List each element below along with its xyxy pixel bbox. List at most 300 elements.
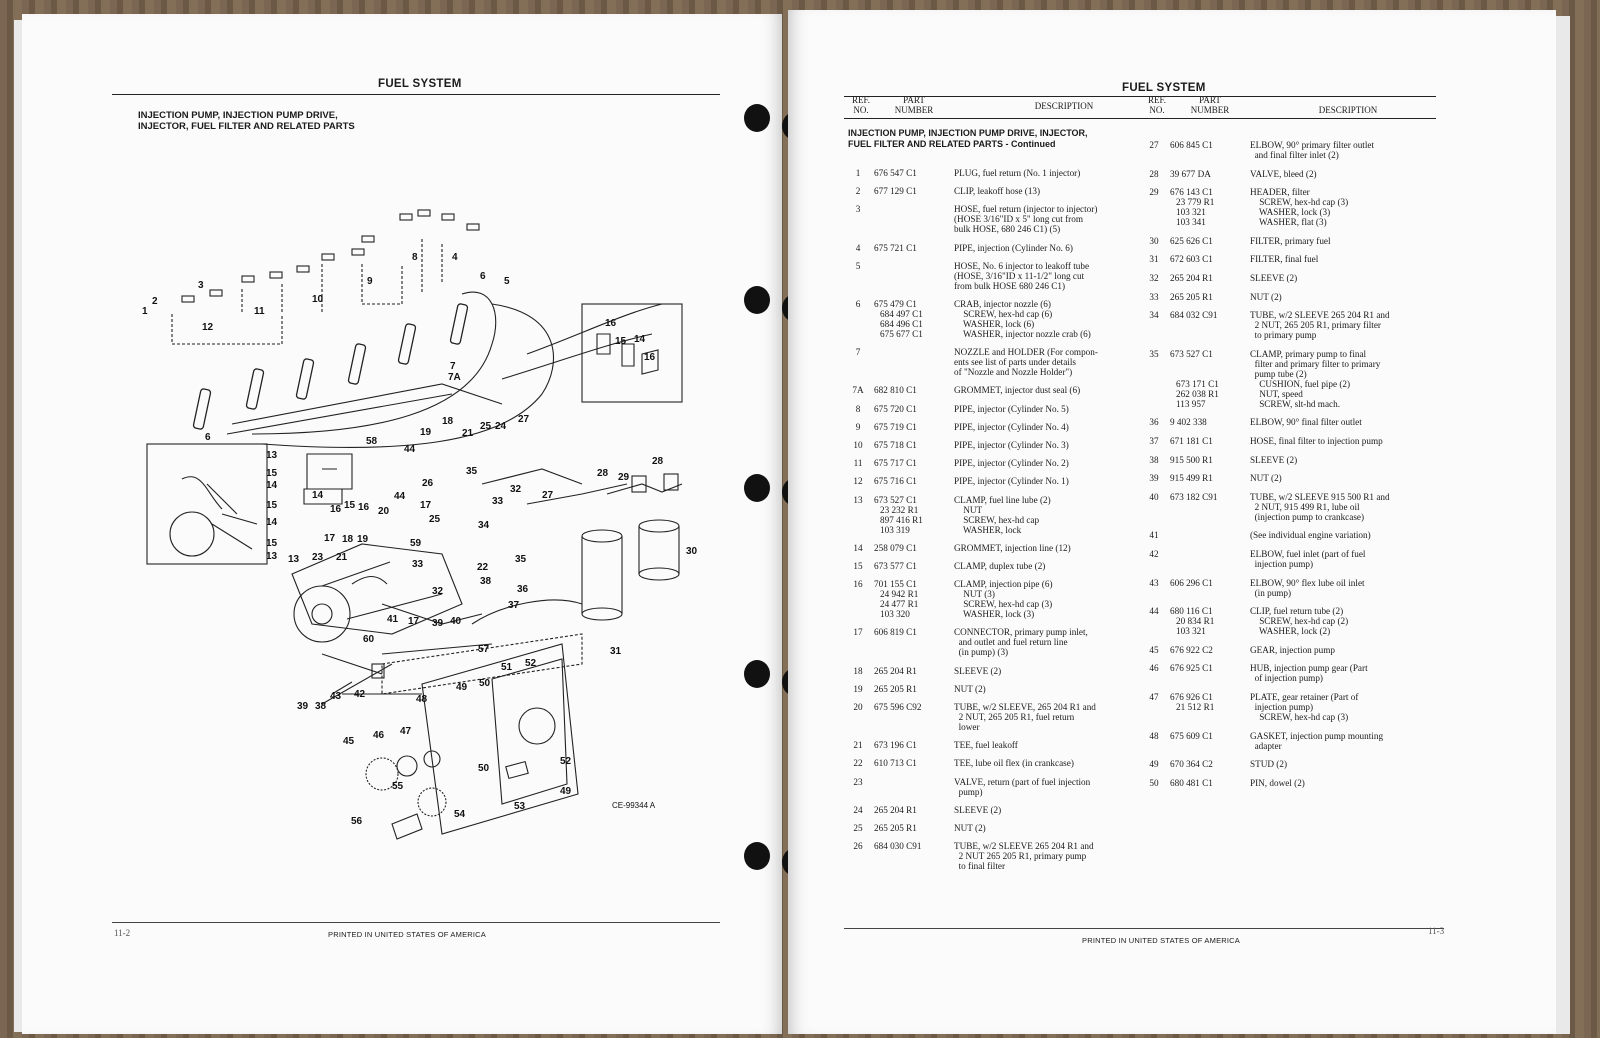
part-ref-no: 24 — [853, 804, 863, 815]
svg-text:12: 12 — [202, 322, 214, 333]
part-description — [954, 385, 1080, 395]
part-ref-no: 19 — [853, 683, 863, 694]
svg-text:24: 24 — [495, 421, 507, 432]
part-number — [874, 627, 946, 637]
part-ref-no: 44 — [1149, 606, 1159, 617]
part-ref-no: 31 — [1149, 254, 1159, 265]
part-number-line: 676 925 C1 — [1170, 663, 1213, 674]
part-description-line: SCREW, hex-hd cap (3) — [954, 599, 1053, 610]
part-row — [1140, 731, 1440, 751]
svg-text:41: 41 — [387, 614, 399, 625]
svg-text:52: 52 — [560, 756, 572, 767]
svg-text:32: 32 — [510, 484, 522, 495]
part-number — [874, 404, 946, 414]
part-description — [1250, 578, 1365, 598]
svg-text:7A: 7A — [448, 372, 461, 383]
part-description-line: SCREW, hex-hd cap (6) — [954, 309, 1053, 319]
part-description — [1250, 663, 1368, 683]
punch-hole — [744, 104, 770, 132]
svg-text:56: 56 — [351, 816, 363, 827]
part-ref-no: 33 — [1149, 291, 1159, 302]
svg-text:48: 48 — [416, 694, 428, 705]
part-number-line: 673 577 C1 — [874, 561, 917, 571]
part-row — [1140, 692, 1440, 722]
part-number-line: 675 718 C1 — [874, 440, 917, 450]
part-number — [1170, 187, 1242, 227]
part-ref-no: 4 — [855, 242, 861, 253]
part-description-line: HUB, injection pump gear (Part — [1250, 663, 1368, 674]
svg-text:31: 31 — [610, 646, 622, 657]
part-number-line: 671 181 C1 — [1170, 436, 1213, 446]
svg-text:21: 21 — [462, 428, 474, 439]
part-description — [1250, 140, 1374, 160]
right-section-title: INJECTION PUMP, INJECTION PUMP DRIVE, INJECTOR, FUEL FILTER AND RELATED PARTS - Continued — [848, 128, 1088, 149]
svg-text:5: 5 — [504, 276, 510, 287]
part-row — [844, 702, 1144, 732]
part-description-line: GROMMET, injection line (12) — [954, 542, 1071, 553]
part-row — [844, 347, 1144, 377]
part-ref-no: 8 — [855, 403, 861, 414]
part-row — [844, 385, 1144, 395]
svg-text:14: 14 — [312, 490, 324, 501]
svg-text:58: 58 — [366, 436, 378, 447]
part-description-line: to final filter — [954, 861, 1006, 872]
part-number — [1170, 349, 1242, 409]
part-ref-no: 12 — [853, 476, 863, 487]
svg-text:14: 14 — [266, 517, 278, 528]
part-description-line: injection pump) — [1250, 702, 1314, 712]
svg-text:35: 35 — [466, 466, 478, 477]
part-number-line: 20 834 R1 — [1176, 616, 1215, 627]
part-ref-no: 25 — [853, 823, 863, 833]
part-description — [954, 204, 1097, 234]
svg-text:14: 14 — [634, 334, 646, 345]
svg-text:11: 11 — [254, 306, 265, 317]
part-row — [844, 823, 1144, 833]
svg-text:47: 47 — [400, 726, 412, 737]
part-ref-no: 9 — [855, 421, 861, 432]
right-page-number: 11-3 — [1428, 926, 1445, 936]
part-ref-no: 1 — [855, 168, 861, 178]
svg-text:20: 20 — [378, 506, 390, 517]
part-description-line: VALVE, bleed (2) — [1250, 168, 1317, 179]
part-ref-no: 37 — [1149, 436, 1159, 446]
svg-text:38: 38 — [480, 576, 492, 587]
part-number — [1170, 292, 1242, 302]
part-row — [844, 579, 1144, 619]
svg-text:49: 49 — [560, 786, 572, 797]
part-description-line: CLAMP, duplex tube (2) — [954, 561, 1046, 571]
part-description-line: PIPE, injector (Cylinder No. 3) — [954, 440, 1069, 450]
part-description — [954, 684, 986, 694]
part-description-line: SLEEVE (2) — [1250, 273, 1298, 283]
part-number-line: 23 232 R1 — [880, 504, 919, 515]
part-number-line: 684 030 C91 — [874, 841, 922, 852]
part-ref-no: 18 — [853, 665, 863, 676]
part-ref-no: 38 — [1149, 454, 1159, 465]
part-description — [954, 440, 1069, 450]
part-number-line: 258 079 C1 — [874, 542, 917, 553]
part-number-line: 262 038 R1 — [1176, 388, 1219, 399]
part-ref-no: 41 — [1149, 530, 1159, 541]
svg-text:13: 13 — [266, 450, 278, 461]
svg-text:19: 19 — [420, 427, 432, 438]
part-description-line: NUT (2) — [954, 823, 986, 833]
part-description-line: WASHER, lock — [954, 524, 1022, 535]
part-number — [874, 702, 946, 712]
part-ref-no: 15 — [853, 561, 863, 571]
part-description-line: WASHER, lock (6) — [954, 319, 1035, 329]
part-number-line: 24 477 R1 — [880, 599, 919, 610]
part-number — [1170, 692, 1242, 712]
part-description — [954, 823, 986, 833]
punch-hole — [744, 660, 770, 688]
part-description-line: pump) — [954, 786, 983, 797]
part-ref-no: 29 — [1149, 187, 1159, 198]
svg-text:22: 22 — [477, 562, 489, 573]
part-description-line: NOZZLE and HOLDER (For compon- — [954, 347, 1098, 358]
part-number-line: 676 143 C1 — [1170, 187, 1213, 198]
part-number-line — [1170, 359, 1242, 369]
part-ref-no: 3 — [855, 204, 861, 215]
part-description-line: HOSE, final filter to injection pump — [1250, 436, 1383, 446]
part-number-line: 625 626 C1 — [1170, 235, 1213, 246]
part-description-line: ELBOW, fuel inlet (part of fuel — [1250, 549, 1366, 559]
svg-text:23: 23 — [312, 552, 324, 563]
part-number-line: 103 320 — [880, 609, 910, 620]
part-description — [954, 805, 1001, 815]
part-number — [874, 841, 946, 851]
part-description — [954, 777, 1090, 797]
part-description-line: NUT (2) — [1250, 473, 1282, 484]
part-description — [1250, 731, 1383, 751]
part-number-line: 103 321 — [1176, 207, 1206, 218]
part-ref-no: 27 — [1149, 140, 1159, 150]
part-ref-no: 26 — [853, 841, 863, 852]
svg-text:37: 37 — [508, 600, 520, 611]
part-description-line: and final filter inlet (2) — [1250, 150, 1339, 160]
part-row — [844, 458, 1144, 468]
part-description-line: PLUG, fuel return (No. 1 injector) — [954, 168, 1081, 178]
part-description-line: TUBE, w/2 SLEEVE 265 204 R1 and — [1250, 310, 1390, 321]
part-number-line: 39 677 DA — [1170, 168, 1211, 179]
part-number-line: 675 479 C1 — [874, 299, 917, 309]
part-ref-no: 6 — [855, 299, 861, 309]
left-page-header: FUEL SYSTEM — [378, 78, 462, 90]
part-description — [954, 168, 1080, 178]
part-number-line: 103 341 — [1176, 217, 1206, 228]
part-row — [1140, 578, 1440, 598]
part-row — [844, 666, 1144, 676]
svg-text:17: 17 — [408, 616, 420, 627]
part-description-line: CLIP, fuel return tube (2) — [1250, 606, 1344, 617]
svg-text:39: 39 — [432, 618, 444, 629]
part-row — [844, 422, 1144, 432]
svg-text:57: 57 — [478, 644, 490, 655]
part-number — [1170, 663, 1242, 673]
part-description-line: TEE, lube oil flex (in crankcase) — [954, 758, 1074, 769]
part-number-line: 680 481 C1 — [1170, 777, 1213, 788]
part-number — [874, 666, 946, 676]
part-row — [1140, 492, 1440, 522]
part-description-line: ELBOW, 90° flex lube oil inlet — [1250, 577, 1365, 588]
part-description-line: CUSHION, fuel pipe (2) — [1250, 378, 1351, 389]
left-page — [22, 14, 782, 1034]
part-description-line: CONNECTOR, primary pump inlet, — [954, 627, 1088, 638]
part-ref-no: 23 — [853, 776, 863, 787]
part-description-line: WASHER, lock (3) — [954, 609, 1035, 620]
part-description-line: to primary pump — [1250, 330, 1317, 341]
part-row — [844, 168, 1144, 178]
part-description-line: SCREW, hex-hd cap (3) — [1250, 197, 1349, 208]
svg-text:45: 45 — [343, 736, 355, 747]
part-description-line: CLAMP, injection pipe (6) — [954, 579, 1053, 590]
part-description-line: FILTER, final fuel — [1250, 254, 1319, 265]
part-number — [874, 805, 946, 815]
part-description — [1250, 759, 1287, 769]
part-row — [1140, 273, 1440, 283]
part-ref-no: 42 — [1149, 549, 1159, 559]
part-description-line: of injection pump) — [1250, 673, 1323, 684]
svg-text:15: 15 — [344, 500, 356, 511]
part-row — [1140, 417, 1440, 427]
part-number-line: 265 205 R1 — [874, 683, 917, 694]
part-ref-no: 34 — [1149, 310, 1159, 321]
part-row — [1140, 549, 1440, 569]
part-ref-no: 47 — [1149, 692, 1159, 702]
part-description — [954, 186, 1040, 196]
part-number — [874, 476, 946, 486]
part-ref-no: 20 — [853, 702, 863, 712]
part-number-line: 606 819 C1 — [874, 627, 917, 638]
part-number — [874, 561, 946, 571]
part-number-line: 24 942 R1 — [880, 589, 919, 600]
svg-text:15: 15 — [266, 468, 278, 479]
part-row — [844, 476, 1144, 486]
part-number-line: 9 402 338 — [1170, 417, 1207, 428]
part-number — [874, 823, 946, 833]
part-number-line: 265 204 R1 — [874, 804, 917, 815]
part-description-line: TUBE, w/2 SLEEVE 265 204 R1 and — [954, 841, 1094, 852]
part-description — [954, 422, 1069, 432]
part-row — [1140, 663, 1440, 683]
part-ref-no: 30 — [1149, 235, 1159, 246]
part-ref-no: 39 — [1149, 473, 1159, 484]
part-number-line: 606 845 C1 — [1170, 140, 1213, 150]
svg-text:15: 15 — [266, 538, 278, 549]
part-description — [1250, 169, 1317, 179]
punch-hole — [744, 842, 770, 870]
part-description — [954, 740, 1018, 750]
part-ref-no: 11 — [853, 458, 863, 469]
svg-text:33: 33 — [492, 496, 504, 507]
col-header-ref-no-1: REF. NO. — [851, 95, 871, 115]
part-description — [1250, 778, 1305, 788]
right-page-header: FUEL SYSTEM — [1122, 82, 1206, 94]
part-ref-no: 17 — [853, 627, 863, 638]
part-description-line: (in pump) (3) — [954, 647, 1009, 658]
part-description — [954, 841, 1094, 871]
part-description-line: HEADER, filter — [1250, 187, 1310, 198]
right-header-rule-bottom — [844, 118, 1436, 119]
left-section-title: INJECTION PUMP, INJECTION PUMP DRIVE, INJECTOR, FUEL FILTER AND RELATED PARTS — [138, 110, 355, 132]
part-description — [1250, 310, 1390, 340]
part-description — [1250, 417, 1362, 427]
col-header-part-number-2: PART NUMBER — [1190, 95, 1230, 115]
part-number — [1170, 455, 1242, 465]
part-description-line: PIPE, injector (Cylinder No. 2) — [954, 458, 1069, 469]
svg-text:52: 52 — [525, 658, 537, 669]
part-description-line: PIPE, injector (Cylinder No. 5) — [954, 403, 1069, 414]
part-description-line: (HOSE 3/16"ID x 5" long cut from — [954, 214, 1083, 225]
svg-text:27: 27 — [518, 414, 530, 425]
svg-text:59: 59 — [410, 538, 422, 549]
left-footer-print: PRINTED IN UNITED STATES OF AMERICA — [328, 930, 486, 939]
part-row — [1140, 310, 1440, 340]
part-description-line: pump tube (2) — [1250, 368, 1307, 379]
part-row — [844, 561, 1144, 571]
part-row — [844, 627, 1144, 657]
left-footer-rule — [112, 922, 720, 923]
part-number-line: 675 721 C1 — [874, 242, 917, 253]
svg-text:7: 7 — [450, 361, 456, 372]
part-ref-no: 50 — [1149, 777, 1159, 788]
right-page — [788, 10, 1556, 1034]
part-row — [1140, 349, 1440, 409]
part-description-line: adapter — [1250, 740, 1282, 751]
part-number — [874, 579, 946, 619]
part-description-line: WASHER, injector nozzle crab (6) — [954, 329, 1091, 339]
part-ref-no: 7 — [855, 347, 861, 358]
part-number-line: 897 416 R1 — [880, 514, 923, 525]
part-description-line: WASHER, lock (2) — [1250, 626, 1331, 637]
part-description-line: GROMMET, injector dust seal (6) — [954, 385, 1081, 396]
part-number-line: 675 717 C1 — [874, 458, 917, 469]
part-number-line: 675 609 C1 — [1170, 730, 1213, 741]
svg-text:16: 16 — [644, 352, 656, 363]
part-number-line: 915 499 R1 — [1170, 473, 1213, 484]
right-footer-rule — [844, 928, 1444, 929]
part-description-line: HOSE, fuel return (injector to injector) — [954, 204, 1098, 215]
svg-text:17: 17 — [324, 533, 336, 544]
svg-text:4: 4 — [452, 252, 458, 263]
part-number-line: 23 779 R1 — [1176, 197, 1215, 208]
part-description-line: (See individual engine variation) — [1250, 530, 1371, 541]
part-description — [954, 261, 1089, 291]
svg-text:55: 55 — [392, 781, 404, 792]
part-number-line: 915 500 R1 — [1170, 454, 1213, 465]
svg-text:36: 36 — [517, 584, 529, 595]
part-number-line: 684 497 C1 — [880, 309, 923, 319]
part-number-line: 676 926 C1 — [1170, 692, 1213, 702]
part-description — [1250, 349, 1380, 409]
part-description — [954, 243, 1073, 253]
part-description — [954, 543, 1071, 553]
part-row — [844, 243, 1144, 253]
part-number — [1170, 273, 1242, 283]
svg-text:34: 34 — [478, 520, 490, 531]
part-number-line: 673 527 C1 — [1170, 348, 1213, 359]
part-number — [874, 385, 946, 395]
part-description-line: SCREW, hex-hd cap (2) — [1250, 616, 1349, 627]
svg-text:25: 25 — [429, 514, 441, 525]
part-ref-no: 10 — [853, 440, 863, 450]
svg-text:CE-99344 A: CE-99344 A — [612, 801, 656, 810]
part-ref-no: 28 — [1149, 168, 1159, 179]
svg-text:19: 19 — [357, 534, 369, 545]
part-description-line: TUBE, w/2 SLEEVE, 265 204 R1 and — [954, 702, 1096, 712]
punch-hole — [744, 286, 770, 314]
part-row — [1140, 254, 1440, 264]
part-description-line: CRAB, injector nozzle (6) — [954, 299, 1051, 309]
part-ref-no: 22 — [853, 758, 863, 769]
svg-text:16: 16 — [605, 318, 617, 329]
svg-text:26: 26 — [422, 478, 434, 489]
svg-text:8: 8 — [412, 252, 418, 263]
part-description — [954, 495, 1051, 535]
svg-text:13: 13 — [266, 551, 278, 562]
part-description-line: SLEEVE (2) — [1250, 454, 1298, 465]
svg-text:32: 32 — [432, 586, 444, 597]
part-row — [844, 186, 1144, 196]
part-description-line: SLEEVE (2) — [954, 804, 1002, 815]
part-number — [1170, 436, 1242, 446]
svg-text:40: 40 — [450, 616, 462, 627]
svg-text:46: 46 — [373, 730, 385, 741]
part-row — [844, 841, 1144, 871]
part-ref-no: 5 — [855, 260, 861, 271]
part-description-line: NUT (2) — [1250, 291, 1282, 302]
part-row — [1140, 778, 1440, 788]
svg-text:29: 29 — [618, 472, 630, 483]
part-row — [844, 261, 1144, 291]
part-description-line: NUT (3) — [954, 589, 995, 600]
svg-text:15: 15 — [266, 500, 278, 511]
part-description — [1250, 236, 1331, 246]
part-description-line: 2 NUT, 265 205 R1, primary filter — [1250, 320, 1381, 331]
svg-text:35: 35 — [515, 554, 527, 565]
svg-text:10: 10 — [312, 294, 324, 305]
part-number — [1170, 778, 1242, 788]
svg-text:43: 43 — [330, 691, 342, 702]
part-number-line: 673 196 C1 — [874, 740, 917, 751]
svg-text:3: 3 — [198, 280, 204, 291]
part-number — [1170, 473, 1242, 483]
part-number — [874, 243, 946, 253]
svg-text:28: 28 — [652, 456, 664, 467]
svg-text:18: 18 — [442, 416, 454, 427]
part-description-line: WASHER, flat (3) — [1250, 217, 1327, 228]
part-number-line: 265 204 R1 — [1170, 273, 1213, 283]
part-description-line: VALVE, return (part of fuel injection — [954, 776, 1091, 787]
part-row — [1140, 645, 1440, 655]
part-number — [874, 440, 946, 450]
part-description-line: ELBOW, 90° primary filter outlet — [1250, 140, 1375, 150]
part-description-line: (injection pump to crankcase) — [1250, 511, 1365, 522]
part-description — [1250, 492, 1390, 522]
part-number-line: 676 547 C1 — [874, 168, 917, 178]
part-row — [1140, 759, 1440, 769]
part-description-line: PLATE, gear retainer (Part of — [1250, 692, 1359, 702]
svg-text:53: 53 — [514, 801, 526, 812]
part-description-line: SCREW, hex-hd cap — [954, 514, 1040, 525]
part-number — [874, 422, 946, 432]
part-ref-no: 36 — [1149, 417, 1159, 428]
right-header-rule-top — [844, 96, 1436, 97]
part-description-line: from bulk HOSE 680 246 C1) — [954, 280, 1066, 291]
part-description-line: TEE, fuel leakoff — [954, 740, 1018, 751]
part-number — [1170, 606, 1242, 636]
